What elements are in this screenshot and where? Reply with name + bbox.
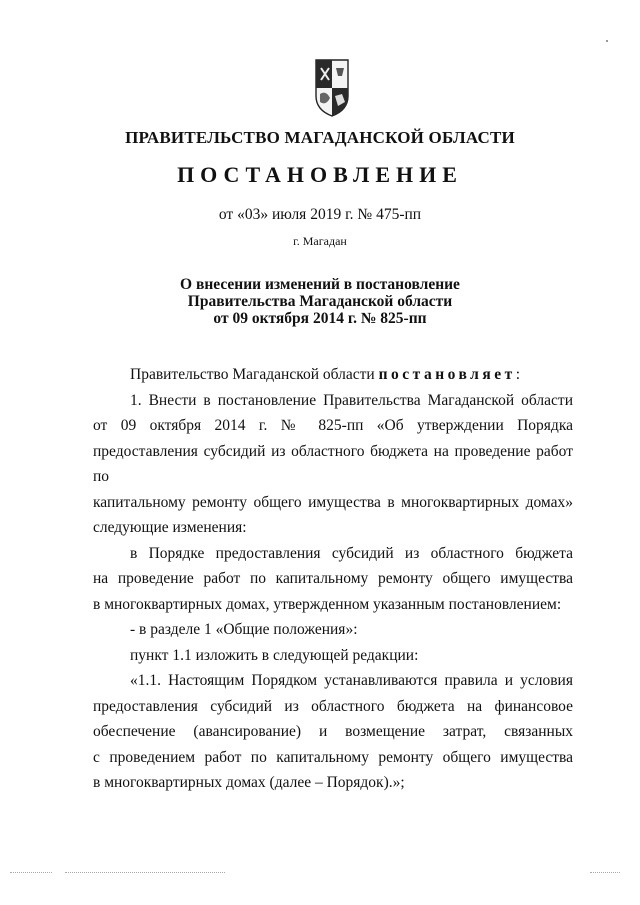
date-and-number: от «03» июля 2019 г. № 475-пп: [218, 206, 422, 223]
document-subject: [0, 276, 640, 327]
intro-verb: постановляет: [378, 366, 516, 383]
scan-artifact-left: [10, 872, 52, 873]
intro-suffix: :: [515, 366, 521, 383]
p2-line-2: на проведение работ по капитальному ремонту общего имущества: [93, 570, 573, 587]
government-name: ПРАВИТЕЛЬСТВО МАГАДАНСКОЙ ОБЛАСТИ: [125, 128, 515, 147]
document-body: [93, 362, 573, 796]
p4-instruction: пункт 1.1 изложить в следующей редакции:: [130, 646, 419, 664]
subject-line-1: О внесении изменений в постановление: [180, 276, 460, 293]
p1-line-4: капитальному ремонту общего имущества в многоквартирных домах»: [93, 493, 573, 511]
magadan-coat-of-arms-icon: [312, 58, 352, 118]
p5-line-5: в многоквартирных домах (далее – Порядок).»;: [93, 774, 405, 791]
p1-line-2: от 09 октября 2014 г. № 825-пп «Об утверждении Порядка: [93, 417, 573, 434]
scan-artifact-middle: [65, 872, 225, 873]
p1-line-5: следующие изменения:: [93, 519, 247, 536]
city-name: г. Магадан: [293, 234, 347, 248]
intro-paragraph: [93, 362, 573, 388]
subject-line-3: от 09 октября 2014 г. № 825-пп: [213, 310, 427, 327]
intro-prefix: Правительство Магаданской области: [130, 366, 375, 383]
scan-speck: [606, 40, 608, 42]
scan-artifact-right: [590, 872, 620, 873]
p1-line-3: предоставления субсидий из областного бюджета на проведение работ по: [93, 442, 573, 485]
p5-line-1: «1.1. Настоящим Порядком устанавливаются правила и условия: [130, 672, 573, 689]
p5-line-2: предоставления субсидий из областного бюджета на финансовое: [93, 697, 573, 715]
document-type: ПОСТАНОВЛЕНИЕ: [177, 162, 463, 187]
subject-line-2: Правительства Магаданской области: [187, 293, 453, 310]
p2-line-3: в многоквартирных домах, утвержденном указанным постановлением:: [93, 595, 562, 613]
p3-section-ref: - в разделе 1 «Общие положения»:: [130, 621, 358, 638]
p5-line-3: обеспечение (авансирование) и возмещение затрат, связанных: [93, 723, 573, 740]
p2-line-1: в Порядке предоставления субсидий из областного бюджета: [130, 544, 573, 562]
p5-line-4: с проведением работ по капитальному ремонту общего имущества: [93, 748, 573, 766]
p1-line-1: 1. Внести в постановление Правительства Магаданской области: [130, 391, 573, 409]
